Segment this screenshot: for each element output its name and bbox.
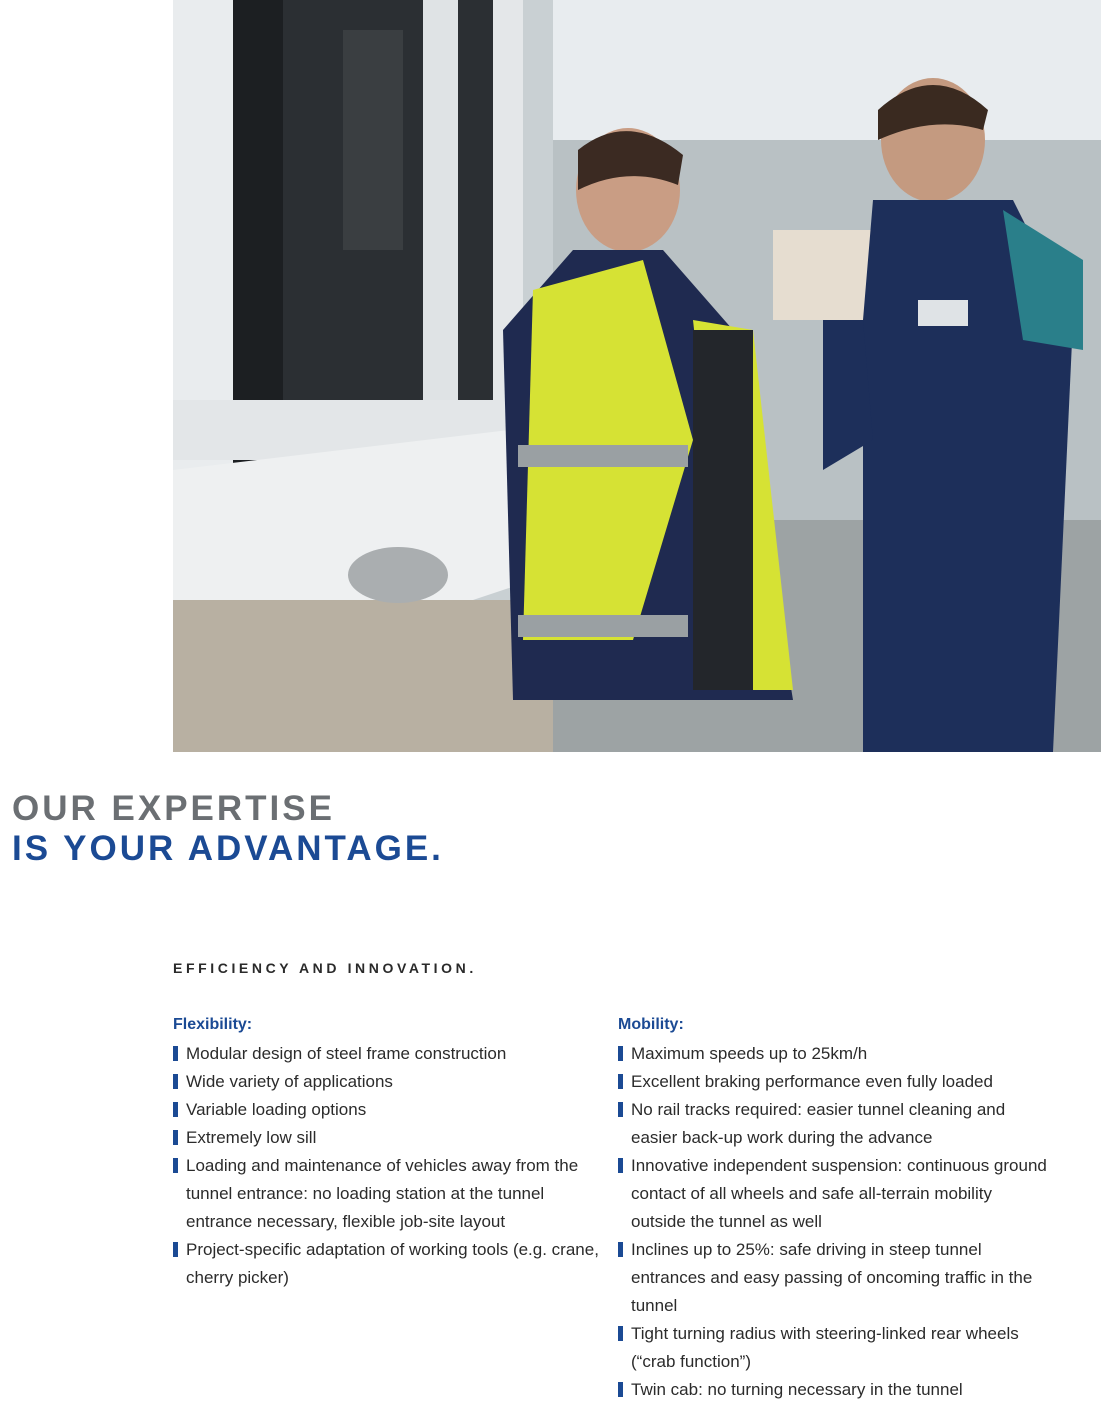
list-item-text: Excellent braking performance even fully loaded [631, 1072, 993, 1091]
page-headline [12, 789, 444, 869]
mobility-list [618, 1040, 1048, 1404]
bullet-bar-icon [173, 1242, 178, 1257]
list-item [173, 1124, 603, 1152]
mobility-heading: Mobility: [618, 1016, 684, 1033]
bullet-bar-icon [618, 1158, 623, 1173]
bullet-bar-icon [173, 1046, 178, 1061]
list-item-text: Tight turning radius with steering-linked rear wheels (“crab function”) [631, 1324, 1019, 1371]
headline-line-2: IS YOUR ADVANTAGE. [12, 829, 444, 868]
mobility-column [618, 1014, 1048, 1404]
list-item-text: No rail tracks required: easier tunnel cleaning and easier back-up work during the advance [631, 1100, 1006, 1147]
bullet-bar-icon [173, 1102, 178, 1117]
list-item [618, 1068, 1048, 1096]
section-title: EFFICIENCY AND INNOVATION. [173, 960, 477, 976]
list-item-text: Wide variety of applications [186, 1072, 393, 1091]
list-item-text: Loading and maintenance of vehicles away from the tunnel entrance: no loading station at the tunnel entrance necessary, flexible job-site layout [186, 1156, 579, 1231]
bullet-bar-icon [618, 1242, 623, 1257]
bullet-bar-icon [618, 1074, 623, 1089]
photographer-watermark [790, 1352, 1090, 1392]
list-item [173, 1236, 603, 1292]
list-item [173, 1152, 603, 1236]
bullet-bar-icon [618, 1326, 623, 1341]
list-item [618, 1236, 1048, 1320]
list-item [173, 1068, 603, 1096]
list-item [173, 1040, 603, 1068]
list-item [618, 1152, 1048, 1236]
list-item-text: Variable loading options [186, 1100, 367, 1119]
list-item-text: Twin cab: no turning necessary in the tunnel [631, 1380, 963, 1399]
list-item-text: Innovative independent suspension: continuous ground contact of all wheels and safe all-terrain mobility outside the tunnel as well [631, 1156, 1047, 1231]
bullet-bar-icon [173, 1130, 178, 1145]
list-item-text: Maximum speeds up to 25km/h [631, 1044, 868, 1063]
list-item-text: Modular design of steel frame construction [186, 1044, 507, 1063]
bullet-bar-icon [618, 1382, 623, 1397]
hero-photo [173, 0, 1101, 752]
list-item-text: Extremely low sill [186, 1128, 317, 1147]
list-item [618, 1040, 1048, 1068]
bullet-bar-icon [173, 1074, 178, 1089]
flexibility-column [173, 1014, 603, 1292]
list-item-text: Inclines up to 25%: safe driving in steep tunnel entrances and easy passing of oncoming traffic in the tunnel [631, 1240, 1033, 1315]
list-item-text: Project-specific adaptation of working tools (e.g. crane, cherry picker) [186, 1240, 599, 1287]
workshop-photo-illustration [173, 0, 1101, 752]
flexibility-list [173, 1040, 603, 1292]
list-item [618, 1096, 1048, 1152]
flexibility-heading: Flexibility: [173, 1016, 253, 1033]
list-item [173, 1096, 603, 1124]
bullet-bar-icon [173, 1158, 178, 1173]
headline-line-1: OUR EXPERTISE [12, 789, 335, 828]
bullet-bar-icon [618, 1046, 623, 1061]
watermark-text: ©JUAN ROBERT [790, 1356, 1050, 1389]
bullet-bar-icon [618, 1102, 623, 1117]
